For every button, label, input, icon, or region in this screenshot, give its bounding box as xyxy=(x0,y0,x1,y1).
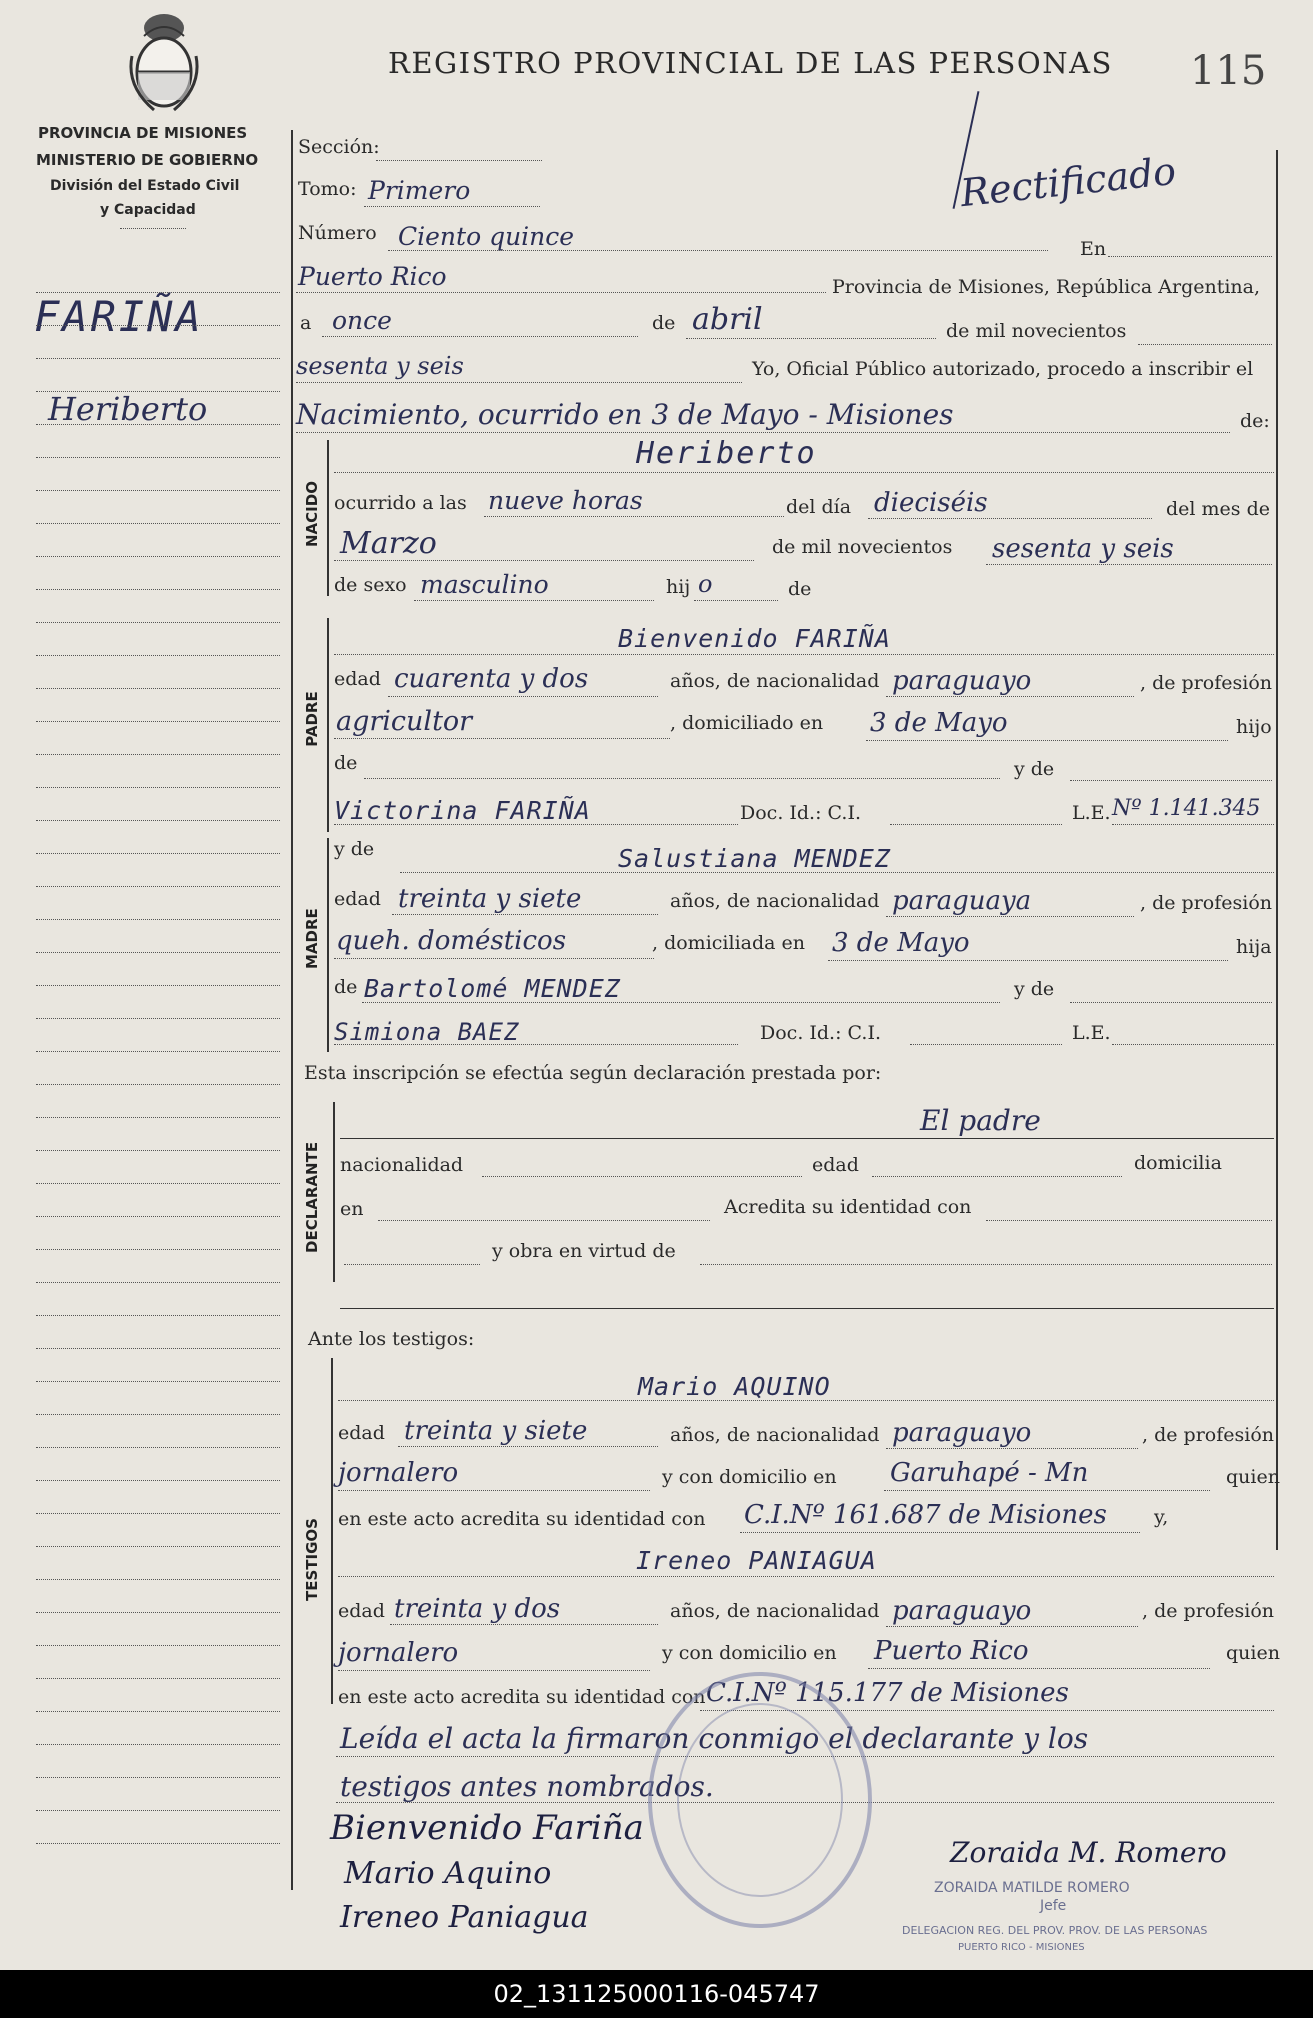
numero-line xyxy=(388,250,1048,251)
label-father-y-de: y de xyxy=(1014,758,1055,780)
hour-value: nueve horas xyxy=(488,486,643,515)
mother-doc-line xyxy=(910,1044,1062,1045)
label-father-anos: años, de nacionalidad xyxy=(670,670,880,692)
coat-of-arms-icon xyxy=(124,6,204,118)
label-mother-anos: años, de nacionalidad xyxy=(670,890,880,912)
mother-mother-name: Simiona BAEZ xyxy=(334,1018,520,1046)
label-w1-domicilio: y con domicilio en xyxy=(662,1466,837,1488)
label-mother-domicilio: , domiciliada en xyxy=(652,932,805,954)
label-father-hijo: hijo xyxy=(1236,716,1272,738)
mother-profession: queh. domésticos xyxy=(336,926,567,956)
witness2-nationality-line xyxy=(886,1626,1138,1627)
margin-line xyxy=(36,688,280,689)
label-father-profesion: , de profesión xyxy=(1140,672,1272,694)
margin-line xyxy=(36,1249,280,1250)
label-mother-y-de-2: y de xyxy=(1014,978,1055,1000)
father-parent-line-2 xyxy=(1070,780,1272,781)
place-line xyxy=(296,292,826,293)
birth-month-line xyxy=(334,560,754,561)
witness2-age-line xyxy=(390,1624,658,1625)
margin-line xyxy=(36,1579,280,1580)
birth-day-line xyxy=(868,518,1152,519)
main-frame-right xyxy=(1276,150,1278,1550)
witness1-id: C.I.Nº 161.687 de Misiones xyxy=(744,1500,1107,1530)
witness2-name: Ireneo PANIAGUA xyxy=(636,1546,877,1575)
official-seal-stamp xyxy=(640,1664,880,1936)
label-father-edad: edad xyxy=(334,668,381,690)
margin-line xyxy=(36,886,280,887)
signature-declarant: Bienvenido Fariña xyxy=(330,1808,644,1848)
label-w2-anos: años, de nacionalidad xyxy=(670,1600,880,1622)
margin-line xyxy=(36,1117,280,1118)
witness2-name-line xyxy=(338,1576,1274,1577)
margin-line xyxy=(36,1711,280,1712)
decl-en-line xyxy=(378,1220,710,1221)
father-doc-line xyxy=(890,824,1062,825)
decl-age-line xyxy=(872,1176,1122,1177)
margin-line xyxy=(36,1480,280,1481)
label-de-hij: de xyxy=(788,578,812,600)
ministry-label: MINISTERIO DE GOBIERNO xyxy=(36,151,259,169)
place-value: Puerto Rico xyxy=(298,262,447,291)
madre-bracket xyxy=(327,838,329,1052)
label-w1-edad: edad xyxy=(338,1422,385,1444)
tomo-line xyxy=(364,206,540,207)
decl-nat-line xyxy=(482,1176,802,1177)
father-le-line xyxy=(1112,824,1274,825)
label-mother-hija: hija xyxy=(1236,936,1272,958)
father-le-value: Nº 1.141.345 xyxy=(1112,796,1261,821)
father-profession-line xyxy=(334,738,670,739)
testigos-bracket xyxy=(331,1358,333,1704)
label-father-domicilio: , domiciliado en xyxy=(670,712,824,734)
label-provincia: Provincia de Misiones, República Argentina, xyxy=(832,276,1261,298)
footer-bar xyxy=(0,1970,1313,2018)
mother-age-line xyxy=(392,914,658,915)
signature-official: Zoraida M. Romero xyxy=(950,1836,1227,1869)
margin-line xyxy=(36,391,280,392)
witness1-name-line xyxy=(338,1400,1274,1401)
margin-line xyxy=(36,1513,280,1514)
day-value: once xyxy=(332,306,392,335)
decl-bottom-line xyxy=(340,1308,1274,1309)
margin-line xyxy=(36,1843,280,1844)
label-mother-y-de: y de xyxy=(334,838,375,860)
label-del-dia: del día xyxy=(786,496,852,518)
division-label: División del Estado Civil xyxy=(50,178,240,194)
margin-line xyxy=(36,1381,280,1382)
division-underline xyxy=(120,228,186,229)
label-numero: Número xyxy=(298,222,377,244)
father-profession: agricultor xyxy=(336,706,473,737)
margin-line xyxy=(36,1315,280,1316)
witness2-address-line xyxy=(868,1668,1210,1669)
margin-line xyxy=(36,589,280,590)
label-sexo: de sexo xyxy=(334,574,407,596)
margin-line xyxy=(36,1051,280,1052)
father-parent-line xyxy=(364,778,1000,779)
margin-line xyxy=(36,919,280,920)
mother-le-line xyxy=(1112,1044,1274,1045)
margin-line xyxy=(36,787,280,788)
margin-line xyxy=(36,1447,280,1448)
label-w2-quien: quien xyxy=(1226,1642,1280,1664)
signature-witness-2: Ireneo Paniagua xyxy=(340,1900,589,1935)
section-testigos: TESTIGOS xyxy=(303,1518,321,1601)
label-mother-edad: edad xyxy=(334,888,381,910)
sex-line xyxy=(414,600,654,601)
delegation-stamp: DELEGACION REG. DEL PROV. PROV. DE LAS PERSONAS xyxy=(902,1924,1208,1937)
witness1-age-line xyxy=(398,1446,658,1447)
declarant-line xyxy=(340,1138,1274,1139)
page-title: REGISTRO PROVINCIAL DE LAS PERSONAS xyxy=(388,46,1113,80)
margin-line xyxy=(36,1612,280,1613)
witness1-name: Mario AQUINO xyxy=(638,1372,831,1401)
margin-line xyxy=(36,292,280,293)
margin-line xyxy=(36,358,280,359)
nacido-bracket xyxy=(327,440,329,596)
month-value: abril xyxy=(692,302,763,337)
label-yo-oficial: Yo, Oficial Público autorizado, procedo a inscribir el xyxy=(752,358,1254,380)
mother-nationality-line xyxy=(886,916,1134,917)
province-label: PROVINCIA DE MISIONES xyxy=(38,124,248,142)
margin-line xyxy=(36,325,280,326)
margin-surname: FARIÑA xyxy=(34,292,204,341)
label-decl-edad: edad xyxy=(812,1154,859,1176)
father-address-line xyxy=(866,740,1228,741)
mother-name-line xyxy=(400,872,1274,873)
label-mother-le: L.E. xyxy=(1072,1022,1111,1044)
label-y-obra: y obra en virtud de xyxy=(492,1240,676,1262)
year-line-a xyxy=(1138,344,1272,345)
margin-line xyxy=(36,1744,280,1745)
margin-line xyxy=(36,952,280,953)
father-name-line xyxy=(334,654,1274,655)
tomo-value: Primero xyxy=(368,176,471,205)
witness1-profession: jornalero xyxy=(338,1458,459,1488)
act-line xyxy=(296,432,1230,433)
label-father-de: de xyxy=(334,752,358,774)
margin-line xyxy=(36,1810,280,1811)
declarant-value: El padre xyxy=(920,1104,1041,1137)
margin-line xyxy=(36,1084,280,1085)
mother-mother-line xyxy=(334,1044,738,1045)
label-w2-edad: edad xyxy=(338,1600,385,1622)
margin-line xyxy=(36,1414,280,1415)
margin-line xyxy=(36,1678,280,1679)
section-declarante: DECLARANTE xyxy=(303,1141,321,1253)
label-de-colon: de: xyxy=(1240,410,1270,432)
father-age-line xyxy=(388,696,658,697)
decl-obra-line xyxy=(700,1264,1272,1265)
label-w1-y: y, xyxy=(1154,1506,1169,1528)
child-name: Heriberto xyxy=(636,436,817,471)
year-line xyxy=(296,382,742,383)
rectified-annotation: Rectificado xyxy=(958,148,1179,216)
father-address: 3 de Mayo xyxy=(870,708,1008,738)
footer-id: 02_131125000116-045747 xyxy=(493,1980,820,2008)
month-line xyxy=(686,338,936,339)
closing-line-2: testigos antes nombrados. xyxy=(340,1770,714,1803)
witness2-age: treinta y dos xyxy=(394,1594,561,1624)
father-mother-line xyxy=(334,824,738,825)
label-w2-domicilio: y con domicilio en xyxy=(662,1642,837,1664)
margin-line xyxy=(36,1183,280,1184)
mother-name: Salustiana MENDEZ xyxy=(618,844,891,873)
birth-year-value: sesenta y seis xyxy=(992,534,1174,564)
numero-value: Ciento quince xyxy=(398,222,575,251)
margin-line xyxy=(36,490,280,491)
label-decl-en: en xyxy=(340,1198,364,1220)
mother-father-line xyxy=(362,1002,1000,1003)
mother-profession-line xyxy=(334,958,654,959)
witness1-address: Garuhapé - Mn xyxy=(890,1458,1089,1488)
label-acredita: Acredita su identidad con xyxy=(724,1196,972,1218)
father-age: cuarenta y dos xyxy=(394,664,589,694)
margin-line xyxy=(36,1348,280,1349)
day-line xyxy=(322,336,638,337)
decl-obra-pre-line xyxy=(344,1264,480,1265)
label-domicilia: domicilia xyxy=(1134,1152,1222,1174)
label-a: a xyxy=(300,312,312,334)
margin-line xyxy=(36,853,280,854)
witness2-id: C.I.Nº 115.177 de Misiones xyxy=(706,1678,1069,1708)
page-number: 115 xyxy=(1190,48,1267,94)
declarante-bracket xyxy=(333,1102,335,1282)
label-tomo: Tomo: xyxy=(298,178,357,200)
margin-line xyxy=(36,1546,280,1547)
witness1-nationality-line xyxy=(886,1448,1138,1449)
label-w1-quien: quien xyxy=(1226,1466,1280,1488)
closing-line-1: Leída el acta la firmaron conmigo el declarante y los xyxy=(340,1722,1089,1755)
label-ante-testigos: Ante los testigos: xyxy=(308,1328,475,1350)
section-padre: PADRE xyxy=(303,691,321,747)
hour-line xyxy=(484,516,784,517)
margin-line xyxy=(36,457,280,458)
label-nacionalidad: nacionalidad xyxy=(340,1154,464,1176)
label-w1-profesion: , de profesión xyxy=(1142,1424,1274,1446)
delegation-stamp-2: PUERTO RICO - MISIONES xyxy=(958,1942,1085,1953)
label-w1-acto: en este acto acredita su identidad con xyxy=(338,1508,706,1530)
witness2-profession: jornalero xyxy=(338,1638,459,1668)
margin-line xyxy=(36,622,280,623)
mother-address-line xyxy=(828,960,1228,961)
margin-line xyxy=(36,655,280,656)
padre-bracket xyxy=(327,618,329,832)
label-mother-profesion: , de profesión xyxy=(1140,892,1272,914)
official-stamp-name: ZORAIDA MATILDE ROMERO xyxy=(934,1880,1130,1896)
father-mother-name: Victorina FARIÑA xyxy=(334,796,591,825)
witness1-id-line xyxy=(740,1532,1140,1533)
main-frame-left xyxy=(291,130,293,1890)
label-w1-anos: años, de nacionalidad xyxy=(670,1424,880,1446)
label-ocurrido: ocurrido a las xyxy=(334,492,467,514)
margin-line xyxy=(36,424,280,425)
signature-witness-1: Mario Aquino xyxy=(344,1856,552,1891)
margin-line xyxy=(36,1018,280,1019)
witness2-nationality: paraguayo xyxy=(892,1596,1032,1626)
birth-month-value: Marzo xyxy=(340,526,437,561)
label-seccion: Sección: xyxy=(298,136,380,158)
margin-line xyxy=(36,1645,280,1646)
margin-line xyxy=(36,1150,280,1151)
act-value: Nacimiento, ocurrido en 3 de Mayo - Misiones xyxy=(296,398,954,431)
hij-line xyxy=(694,600,778,601)
margin-line xyxy=(36,721,280,722)
mother-address: 3 de Mayo xyxy=(832,928,970,958)
sex-value: masculino xyxy=(420,570,549,599)
label-w2-acto: en este acto acredita su identidad con xyxy=(338,1686,706,1708)
margin-line xyxy=(36,820,280,821)
witness1-profession-line xyxy=(338,1490,650,1491)
label-mother-doc: Doc. Id.: C.I. xyxy=(760,1022,881,1044)
margin-line xyxy=(36,1216,280,1217)
witness1-nationality: paraguayo xyxy=(892,1418,1032,1448)
mother-age: treinta y siete xyxy=(398,884,582,914)
margin-line xyxy=(36,556,280,557)
label-mother-de: de xyxy=(334,976,358,998)
year-value: sesenta y seis xyxy=(296,352,464,380)
margin-line xyxy=(36,1282,280,1283)
decl-acredita-line xyxy=(986,1220,1272,1221)
mother-parent-line-2 xyxy=(1070,1002,1272,1003)
label-esta-inscripcion: Esta inscripción se efectúa según declaración prestada por: xyxy=(304,1062,882,1084)
en-line xyxy=(1108,256,1272,257)
label-w2-profesion: , de profesión xyxy=(1142,1600,1274,1622)
father-name: Bienvenido FARIÑA xyxy=(618,624,891,653)
margin-line xyxy=(36,1777,280,1778)
label-en: En xyxy=(1080,238,1107,260)
margin-line xyxy=(36,754,280,755)
father-nationality-line xyxy=(886,696,1134,697)
mother-nationality: paraguaya xyxy=(892,886,1032,916)
label-father-doc: Doc. Id.: C.I. xyxy=(740,802,861,824)
margin-line xyxy=(36,523,280,524)
witness2-profession-line xyxy=(338,1670,650,1671)
label-hij: hij xyxy=(666,576,691,598)
mother-father-name: Bartolomé MENDEZ xyxy=(364,974,621,1003)
witness1-age: treinta y siete xyxy=(404,1416,588,1446)
label-del-mes: del mes de xyxy=(1166,498,1270,520)
margin-line xyxy=(36,985,280,986)
witness2-address: Puerto Rico xyxy=(874,1636,1029,1666)
division-label-2: y Capacidad xyxy=(100,202,196,218)
label-de-month: de xyxy=(652,312,676,334)
seccion-line xyxy=(376,160,542,161)
birth-year-line xyxy=(986,564,1272,565)
official-stamp-role: Jefe xyxy=(1040,1898,1067,1914)
child-name-line xyxy=(334,472,1274,473)
father-nationality: paraguayo xyxy=(892,666,1032,696)
section-madre: MADRE xyxy=(303,908,321,969)
birth-day-value: dieciséis xyxy=(874,488,988,518)
hij-suffix: o xyxy=(698,570,713,598)
section-nacido: NACIDO xyxy=(303,481,321,547)
label-mil-novecientos-2: de mil novecientos xyxy=(772,536,953,558)
margin-given-name: Heriberto xyxy=(48,390,208,428)
label-father-le: L.E. xyxy=(1072,802,1111,824)
witness1-address-line xyxy=(884,1490,1210,1491)
label-de-mil-novecientos: de mil novecientos xyxy=(946,320,1127,342)
